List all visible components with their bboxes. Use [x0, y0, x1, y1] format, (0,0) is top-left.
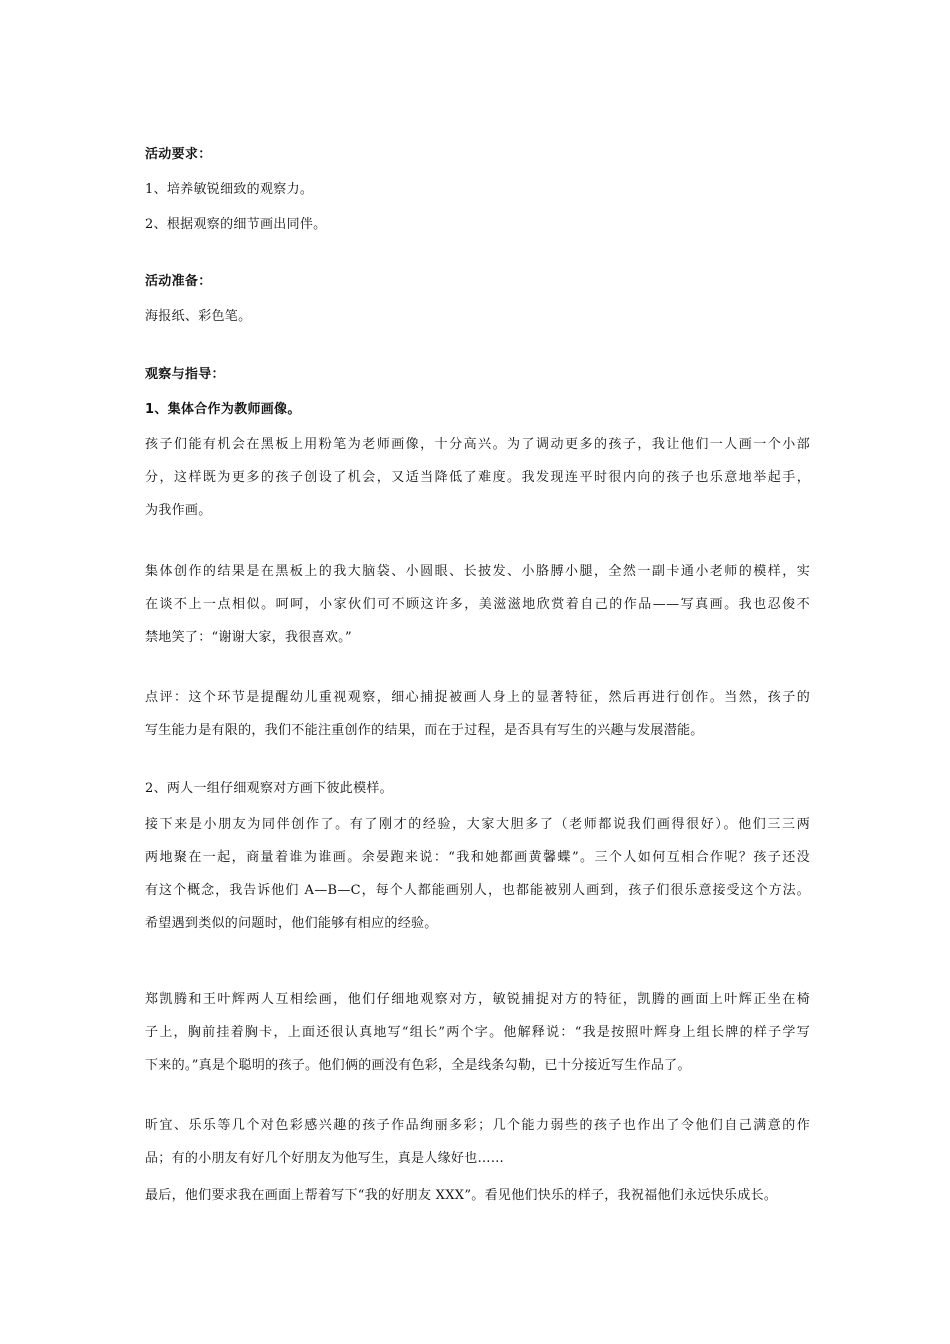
guidance-heading: 观察与指导：: [145, 367, 225, 382]
paragraph-line: 点评：这个环节是提醒幼儿重视观察，细心捕捉被画人身上的显著特征，然后再进行创作。当然，孩子的: [145, 690, 810, 705]
paragraph-7: 最后，他们要求我在画面上帮着写下“我的好朋友 XXX”。看见他们快乐的样子，我祝福他们永远快乐成长。: [145, 1188, 778, 1203]
paragraph-6: [145, 1109, 810, 1175]
paragraph-line: 分，这样既为更多的孩子创设了机会，又适当降低了难度。我发现连平时很内向的孩子也乐意地举起手，: [145, 470, 810, 485]
paragraph-line: 希望遇到类似的问题时，他们能够有相应的经验。: [145, 916, 438, 931]
paragraph-line: 两地聚在一起，商量着谁为谁画。余晏跑来说：“我和她都画黄馨蝶”。三个人如何互相合作呢？孩子还没: [145, 850, 810, 865]
paragraph-line: 下来的。”真是个聪明的孩子。他们俩的画没有色彩，全是线条勾勒，已十分接近写生作品了。: [145, 1058, 691, 1073]
paragraph-line: 孩子们能有机会在黑板上用粉笔为老师画像，十分高兴。为了调动更多的孩子，我让他们一人画一个小部: [145, 437, 810, 452]
paragraph-3: [145, 681, 810, 747]
paragraph-line: 写生能力是有限的，我们不能注重创作的结果，而在于过程，是否具有写生的兴趣与发展潜能。: [145, 723, 704, 738]
paragraph-5: [145, 983, 810, 1082]
paragraph-line: 为我作画。: [145, 503, 212, 518]
requirement-item-1: 1、培养敏锐细致的观察力。: [145, 182, 314, 197]
paragraph-line: 集体创作的结果是在黑板上的我大脑袋、小圆眼、长披发、小胳膊小腿，全然一副卡通小老师的模样，实: [145, 564, 810, 579]
paragraph-line: 昕宜、乐乐等几个对色彩感兴趣的孩子作品绚丽多彩；几个能力弱些的孩子也作出了令他们自己满意的作: [145, 1118, 810, 1133]
preparation-heading: 活动准备：: [145, 274, 212, 289]
preparation-text: 海报纸、彩色笔。: [145, 309, 252, 324]
paragraph-4: [145, 808, 810, 940]
paragraph-line: 接下来是小朋友为同伴创作了。有了刚才的经验，大家大胆多了（老师都说我们画得很好）。他们三三两: [145, 817, 810, 832]
section-2-title: 2、两人一组仔细观察对方画下彼此模样。: [145, 781, 393, 796]
paragraph-line: 品；有的小朋友有好几个好朋友为他写生，真是人缘好也……: [145, 1151, 505, 1166]
paragraph-1: [145, 428, 810, 527]
requirement-item-2: 2、根据观察的细节画出同伴。: [145, 217, 327, 232]
paragraph-2: [145, 555, 810, 654]
requirements-heading: 活动要求：: [145, 147, 212, 162]
paragraph-line: 子上，胸前挂着胸卡，上面还很认真地写“组长”两个字。他解释说：“我是按照叶辉身上组长牌的样子学写: [145, 1025, 810, 1040]
paragraph-line: 禁地笑了：“谢谢大家，我很喜欢。”: [145, 630, 352, 645]
paragraph-line: 郑凯腾和王叶辉两人互相绘画，他们仔细地观察对方，敏锐捕捉对方的特征，凯腾的画面上叶辉正坐在椅: [145, 992, 810, 1007]
section-1-title: 1、集体合作为教师画像。: [145, 402, 301, 417]
paragraph-line: 在谈不上一点相似。呵呵，小家伙们可不顾这许多，美滋滋地欣赏着自己的作品——写真画。我也忍俊不: [145, 597, 810, 612]
paragraph-line: 有这个概念，我告诉他们 A—B—C，每个人都能画别人，也都能被别人画到，孩子们很乐意接受这个方法。: [145, 883, 810, 898]
